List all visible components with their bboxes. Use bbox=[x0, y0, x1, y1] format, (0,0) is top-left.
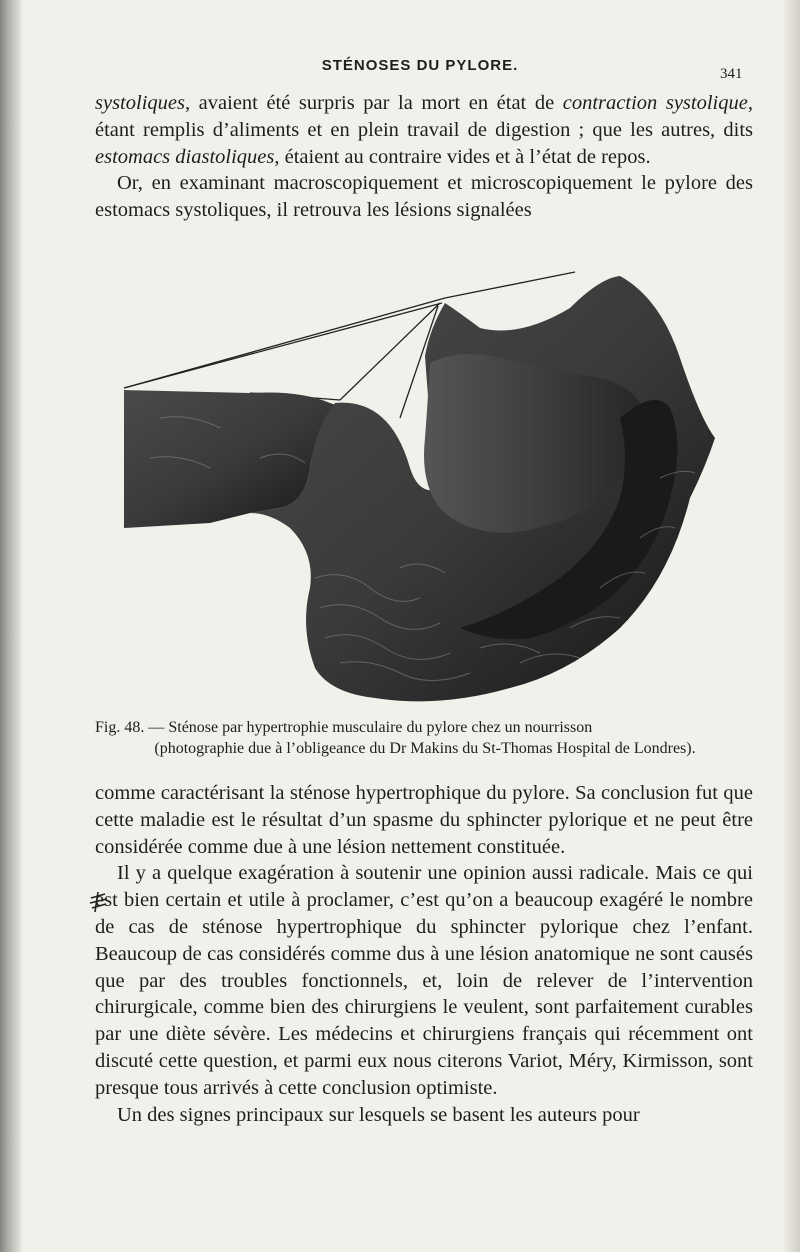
italic-term: contraction systolique bbox=[562, 92, 748, 114]
paragraph-bottom-2: Il y a quelque exagération à soutenir une opinion aussi radicale. Mais ce qui est bien certain et utile à proclamer, c’est qu’on a beaucoup exagéré le nombre de cas de sténose hypertrophique du sphincter pylorique chez l’enfant. Beaucoup de cas considérés comme dus à une lésion anatomique ne sont causés que par des troubles fonctionnels, et, loin de relever de l’intervention chirurgicale, comme bien des chirurgiens le veulent, sont parfaitement curables par une diète sévère. Les médecins et chirurgiens français qui récemment ont discuté cette question, et parmi eux nous citerons Variot, Méry, Kirmisson, sont presque tous arrivés à cette conclusion optimiste. bbox=[95, 862, 753, 1099]
page-number: 341 bbox=[720, 66, 743, 82]
paragraph-top-1 bbox=[95, 90, 753, 170]
handwritten-margin-mark bbox=[88, 890, 112, 914]
caption-line-2: (photographie due à l’obligeance du Dr Makins du St-Thomas Hospital de Londres). bbox=[154, 740, 696, 757]
top-text-block bbox=[95, 90, 753, 224]
paragraph-text: , étant remplis d’aliments et en plein travail de digestion ; que les autres, dits bbox=[95, 92, 753, 141]
running-header-title: STÉNOSES DU PYLORE. bbox=[321, 57, 519, 74]
paragraph-top-2: Or, en examinant macroscopiquement et microscopiquement le pylore des estomacs systoliques, il retrouva les lésions signalées bbox=[95, 172, 753, 222]
bottom-text-block bbox=[95, 780, 753, 1128]
caption-line-1: Fig. 48. — Sténose par hypertrophie musculaire du pylore chez un nourrisson bbox=[95, 719, 593, 736]
italic-term: systoliques bbox=[95, 92, 185, 114]
figure-caption bbox=[95, 717, 755, 759]
italic-term: estomacs diastoliques bbox=[95, 145, 275, 168]
paragraph-bottom-3: Un des signes principaux sur lesquels se basent les auteurs pour bbox=[117, 1103, 640, 1126]
paragraph-bottom-1: comme caractérisant la sténose hypertrophique du pylore. Sa conclusion fut que cette maladie est le résultat d’un spasme du sphincter pylorique et ne peut être considérée comme due à une lésion nettement constituée. bbox=[95, 782, 753, 858]
paragraph-text: , étaient au contraire vides et à l’état de repos. bbox=[274, 145, 651, 168]
page-edge-right bbox=[782, 0, 800, 1252]
page-edge-shadow bbox=[0, 0, 22, 1252]
paragraph-text: , avaient été surpris par la mort en état de bbox=[184, 92, 563, 114]
stomach-photograph bbox=[100, 268, 740, 718]
